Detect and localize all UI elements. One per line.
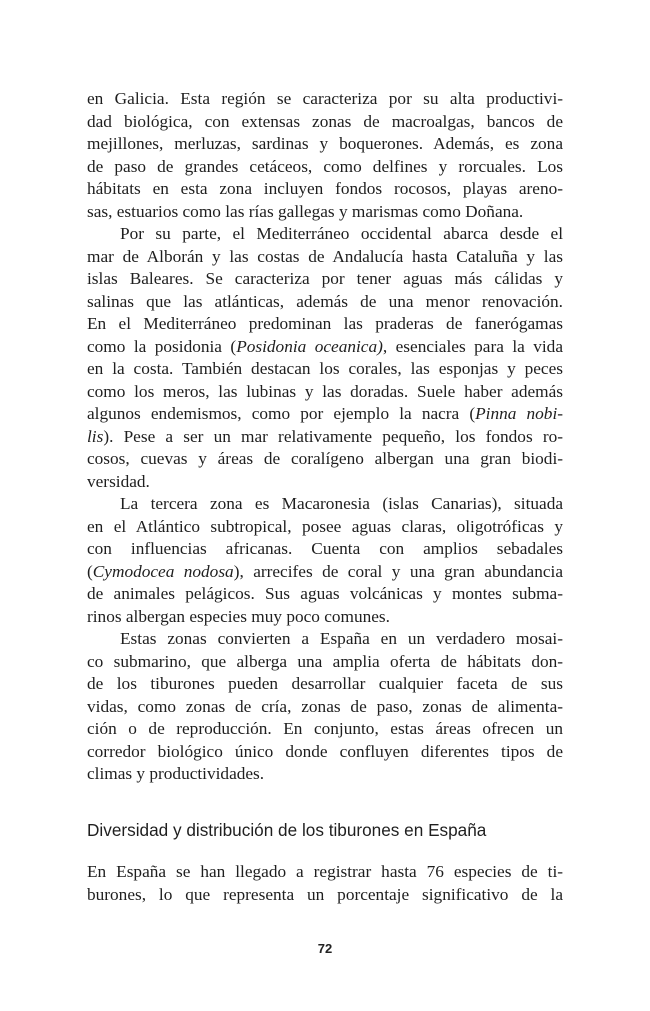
text-run: La tercera zona es Macaronesia (islas Canarias), situada xyxy=(120,494,563,513)
text-line xyxy=(87,696,563,719)
body-text-bottom xyxy=(87,861,563,906)
text-line xyxy=(87,673,563,696)
text-line xyxy=(87,178,563,201)
text-run: en la costa. También destacan los corales, las esponjas y peces xyxy=(87,359,563,378)
text-line xyxy=(87,426,563,449)
text-line xyxy=(87,201,563,224)
italic-term: Pinna nobi- xyxy=(475,404,563,423)
text-run: ( xyxy=(87,561,93,581)
text-run: cosos, cuevas y áreas de coralígeno albergan una gran biodi- xyxy=(87,449,563,468)
text-line xyxy=(87,448,563,471)
text-run: como los meros, las lubinas y las doradas. Suele haber además xyxy=(87,381,563,401)
text-run: En España se han llegado a registrar hasta 76 especies de ti- xyxy=(87,862,563,881)
text-run: , esenciales para la vida xyxy=(382,336,563,356)
text-line xyxy=(87,628,563,651)
text-line xyxy=(87,291,563,314)
text-run: ). Pese a ser un mar relativamente pequeño, los fondos ro- xyxy=(103,426,563,446)
text-line xyxy=(87,246,563,269)
italic-term: Posidonia oceanica) xyxy=(236,336,383,356)
text-run: climas y productividades. xyxy=(87,764,265,783)
text-run: mejillones, merluzas, sardinas y boquerones. Además, es zona xyxy=(87,134,563,153)
text-run: islas Baleares. Se caracteriza por tener aguas más cálidas y xyxy=(87,269,563,288)
text-run: en el Atlántico subtropical, posee aguas claras, oligotróficas y xyxy=(87,516,563,536)
text-line xyxy=(87,606,563,629)
text-line xyxy=(87,88,563,111)
page-number: 72 xyxy=(317,941,333,956)
text-line xyxy=(87,381,563,404)
text-line xyxy=(87,313,563,336)
text-run: dad biológica, con extensas zonas de macroalgas, bancos de xyxy=(87,111,563,131)
text-line xyxy=(87,718,563,741)
text-run: sas, estuarios como las rías gallegas y marismas como Doñana. xyxy=(87,201,524,221)
text-run: mar de Alborán y las costas de Andalucía hasta Cataluña y las xyxy=(87,246,563,266)
body-text-top xyxy=(87,88,563,786)
text-line xyxy=(87,111,563,134)
text-line xyxy=(87,861,563,884)
text-run: En el Mediterráneo predominan las praderas de fanerógamas xyxy=(87,314,563,333)
text-run: en Galicia. Esta región se caracteriza por su alta productivi- xyxy=(87,89,563,108)
text-run: burones, lo que representa un porcentaje significativo de la xyxy=(87,884,563,904)
text-line xyxy=(87,156,563,179)
text-line xyxy=(87,268,563,291)
text-run: co submarino, que alberga una amplia oferta de hábitats don- xyxy=(87,651,563,671)
text-line xyxy=(87,358,563,381)
text-run: versidad. xyxy=(87,471,150,491)
text-run: ción o de reproducción. En conjunto, estas áreas ofrecen un xyxy=(87,719,563,738)
text-line xyxy=(87,133,563,156)
text-line xyxy=(87,583,563,606)
text-run: salinas que las atlánticas, además de una menor renovación. xyxy=(87,291,563,311)
text-run: como la posidonia ( xyxy=(87,336,237,356)
text-run: Estas zonas convierten a España en un verdadero mosai- xyxy=(120,629,563,648)
text-run: de los tiburones pueden desarrollar cualquier faceta de sus xyxy=(87,674,563,693)
text-line xyxy=(87,336,563,359)
text-run: rinos albergan especies muy poco comunes. xyxy=(87,606,390,626)
text-run: vidas, como zonas de cría, zonas de paso, zonas de alimenta- xyxy=(87,696,563,716)
text-line xyxy=(87,223,563,246)
text-line xyxy=(87,651,563,674)
text-run: con influencias africanas. Cuenta con amplios sebadales xyxy=(87,539,563,558)
text-run: de paso de grandes cetáceos, como delfines y rorcuales. Los xyxy=(87,156,563,176)
text-run: corredor biológico único donde confluyen diferentes tipos de xyxy=(87,741,563,761)
text-line xyxy=(87,538,563,561)
text-run: de animales pelágicos. Sus aguas volcánicas y montes subma- xyxy=(87,584,563,603)
text-run: ), arrecifes de coral y una gran abundancia xyxy=(233,561,563,581)
italic-term: Cymodocea nodosa xyxy=(92,561,234,581)
text-line xyxy=(87,493,563,516)
text-run: Por su parte, el Mediterráneo occidental abarca desde el xyxy=(120,224,563,243)
text-line xyxy=(87,561,563,584)
italic-term: lis xyxy=(87,426,104,446)
text-run: hábitats en esta zona incluyen fondos rocosos, playas areno- xyxy=(87,179,563,198)
text-line xyxy=(87,884,563,907)
text-line xyxy=(87,516,563,539)
text-run: algunos endemismos, como por ejemplo la nacra ( xyxy=(87,404,476,423)
text-line xyxy=(87,763,563,786)
text-line xyxy=(87,403,563,426)
text-line xyxy=(87,741,563,764)
text-line xyxy=(87,471,563,494)
section-heading: Diversidad y distribución de los tiburones en España xyxy=(87,820,487,840)
